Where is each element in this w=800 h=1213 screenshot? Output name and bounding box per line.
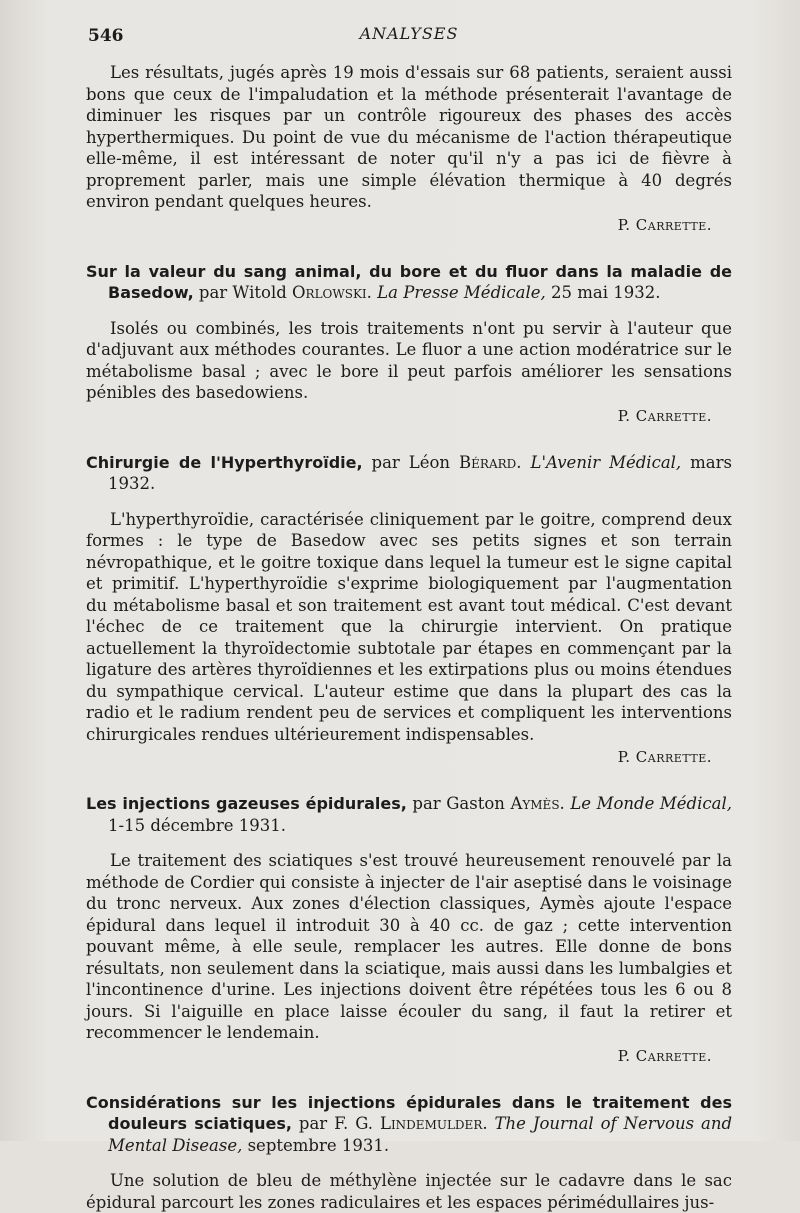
entry-date: mars 1932. <box>108 452 732 493</box>
page-number: 546 <box>88 26 124 46</box>
entry-sep: . <box>559 794 571 813</box>
entry-title-2 <box>86 452 732 495</box>
entry-abstract-4: Une solution de bleu de méthylène injectée sur le cadavre dans le sac épidural parcourt les zones radiculaires et les espaces périmédullaires jus- <box>86 1171 732 1212</box>
intro-paragraph: Les résultats, jugés après 19 mois d'essais sur 68 patients, seraient aussi bons que ceux de l'impaludation et la méthode présenterait l'avantage de diminuer les risques par un contrôle rigoureux des phases des accès hyperthermiques. Du point de vue du mécanisme de l'action thérapeutique elle-même, il est intéressant de noter qu'il n'y a pas ici de fièvre à proprement parler, mais une simple élévation thermique à 40 degrés environ pendant quelques heures. <box>86 63 732 211</box>
entry-date: 1-15 décembre 1931. <box>108 815 286 835</box>
entry-author: Lindemulder <box>379 1114 483 1133</box>
entry-by: par Witold <box>193 283 293 302</box>
entry-by: par Gaston <box>406 794 511 813</box>
entry-title-3 <box>86 793 732 836</box>
entry-title-text: Sur la valeur du sang animal, du bore et du fluor dans la maladie de Basedow, <box>86 261 732 302</box>
entry-journal: La Presse Médicale, <box>377 283 546 302</box>
entry-signature-2: P. Carrette. <box>617 748 712 766</box>
running-head: ANALYSES <box>359 24 459 43</box>
entry-by: par F. G. <box>291 1114 380 1133</box>
entry-title-4 <box>86 1092 732 1157</box>
entry-abstract-3: Le traitement des sciatiques s'est trouvé heureusement renouvelé par la méthode de Cordier qui consiste à injecter de l'air aseptisé dans le voisinage du tronc nerveux. Aux zones d'élection classiques, Aymès ajoute l'espace épidural dans lequel il introduit 30 à 40 cc. de gaz ; cette intervention pouvant même, à elle seule, remplacer les autres. Elle donne de bons résultats, non seulement dans la sciatique, mais aussi dans les lumbalgies et l'incontinence d'urine. Les injections doivent être répétées tous les 6 ou 8 jours. Si l'aiguille en place laisse écouler du sang, il faut la retirer et recommencer le lendemain. <box>86 851 732 1042</box>
entry-sep: . <box>516 452 531 472</box>
entry-title-text: Les injections gazeuses épidurales, <box>86 794 407 813</box>
entry-author: Bérard <box>459 452 517 472</box>
entry-journal: L'Avenir Médical, <box>530 452 682 472</box>
entry-author: Aymès <box>510 794 560 813</box>
entry-journal: The Journal of Nervous and Mental Disease, <box>108 1114 733 1155</box>
entry-date: septembre 1931. <box>242 1135 390 1155</box>
entry-title-text: Chirurgie de l'Hyperthyroïdie, <box>86 452 363 472</box>
entry-sep: . <box>366 283 378 302</box>
page-content <box>86 62 732 1213</box>
entry-title-1 <box>86 261 732 304</box>
entry-sep: . <box>482 1114 495 1133</box>
entry-date: 25 mai 1932. <box>545 283 661 302</box>
entry-title-text: Considérations sur les injections épidurales dans le traitement des douleurs sciatiques, <box>86 1092 732 1133</box>
intro-signature: P. Carrette. <box>617 215 712 234</box>
entry-abstract-2: L'hyperthyroïdie, caractérisée cliniquement par le goitre, comprend deux formes : le type de Basedow avec ses petits signes et son terrain névropathique, et le goitre toxique dans lequel la tumeur est le signe capital et primitif. L'hyperthyroïdie s'exprime biologiquement par l'augmentation du métabolisme basal et son traitement est avant tout médical. C'est devant l'échec de ce traitement que la chirurgie intervient. On pratique actuellement la thyroïdectomie subtotale par étapes en commençant par la ligature des artères thyroïdiennes et les extirpations plus ou moins étendues du sympathique cervical. L'auteur estime que dans la plupart des cas la radio et le radium rendent peu de services et compliquent les interventions chirurgicales rendues ultérieurement indispensables. <box>86 509 732 744</box>
page-header <box>88 24 730 48</box>
entry-signature-3: P. Carrette. <box>617 1046 712 1065</box>
entry-by: par Léon <box>362 452 460 472</box>
entry-abstract-1: Isolés ou combinés, les trois traitements n'ont pu servir à l'auteur que d'adjuvant aux méthodes courantes. Le fluor a une action modératrice sur le métabolisme basal ; avec le bore il peut parfois améliorer les sensations pénibles des basedowiens. <box>86 318 732 402</box>
entry-journal: Le Monde Médical, <box>570 794 733 813</box>
entry-signature-1: P. Carrette. <box>617 406 712 425</box>
entry-author: Orlowski <box>292 283 367 302</box>
